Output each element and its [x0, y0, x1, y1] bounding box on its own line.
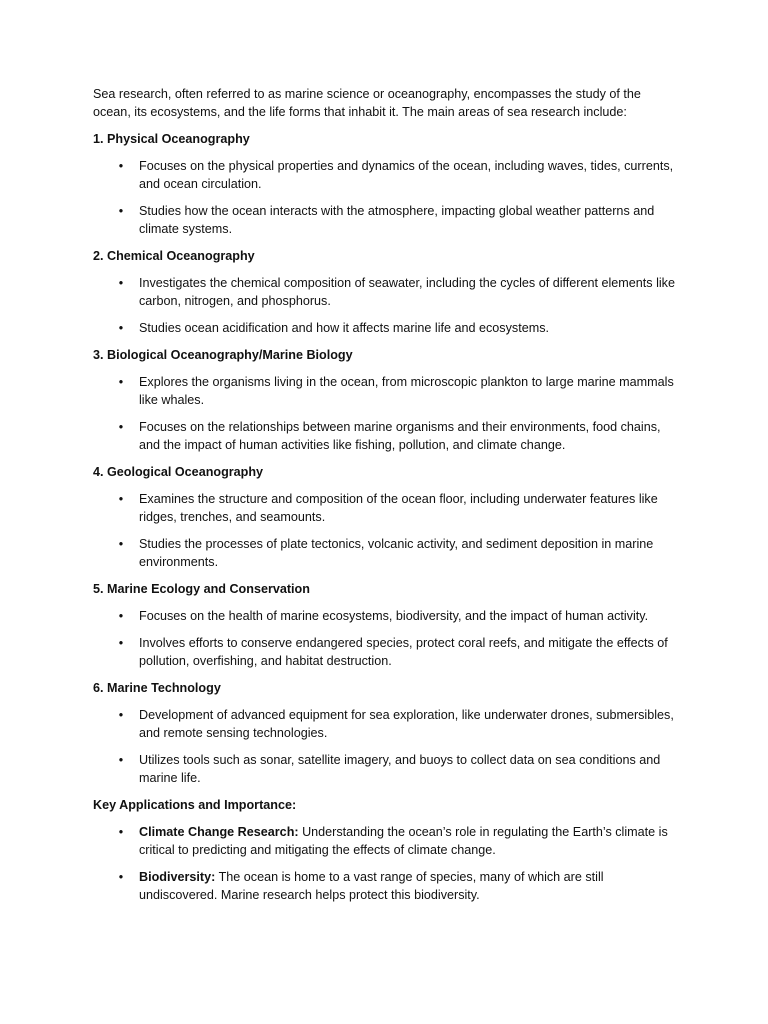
section-heading-ecology: 5. Marine Ecology and Conservation — [93, 582, 310, 596]
list-item-text: Explores the organisms living in the ocean, from microscopic plankton to large marine mammals like whales. — [139, 375, 674, 407]
list-item — [93, 706, 678, 742]
section-list-chemical — [93, 274, 678, 337]
list-item — [93, 634, 678, 670]
list-item-text: Utilizes tools such as sonar, satellite imagery, and buoys to collect data on sea conditions and marine life. — [139, 753, 661, 785]
list-item — [93, 535, 678, 571]
list-item — [93, 274, 678, 310]
section-heading-applications: Key Applications and Importance: — [93, 798, 297, 812]
section-list-applications — [93, 823, 678, 904]
list-item-text: Focuses on the relationships between marine organisms and their environments, food chains, and the impact of human activities like fishing, pollution, and climate change. — [139, 420, 661, 452]
list-item — [93, 823, 678, 859]
list-item — [93, 418, 678, 454]
list-item — [93, 751, 678, 787]
list-item-text: Understanding the ocean’s role in regulating the Earth’s climate is critical to predicting and mitigating the effects of climate change. — [139, 825, 668, 857]
list-item-text: Investigates the chemical composition of seawater, including the cycles of different elements like carbon, nitrogen, and phosphorus. — [139, 276, 675, 308]
list-item — [93, 202, 678, 238]
list-item-text: Studies how the ocean interacts with the atmosphere, impacting global weather patterns and climate systems. — [139, 204, 655, 236]
section-heading-chemical: 2. Chemical Oceanography — [93, 249, 255, 263]
list-item-text: Studies ocean acidification and how it affects marine life and ecosystems. — [139, 321, 549, 335]
bullet-icon: • — [118, 375, 124, 389]
bullet-icon: • — [118, 870, 124, 884]
list-item — [93, 868, 678, 904]
section-heading-biological: 3. Biological Oceanography/Marine Biology — [93, 348, 353, 362]
list-item-text: Examines the structure and composition of the ocean floor, including underwater features like ridges, trenches, and seamounts. — [139, 492, 658, 524]
document-page — [93, 85, 678, 913]
list-item-term: Climate Change Research: — [139, 825, 299, 839]
list-item-text: Focuses on the physical properties and dynamics of the ocean, including waves, tides, currents, and ocean circulation. — [139, 159, 674, 191]
list-item-term: Biodiversity: — [139, 870, 216, 884]
section-list-technology — [93, 706, 678, 787]
section-heading-geological: 4. Geological Oceanography — [93, 465, 264, 479]
list-item-text: Development of advanced equipment for sea exploration, like underwater drones, submersibles, and remote sensing technologies. — [139, 708, 674, 740]
section-list-ecology — [93, 607, 678, 670]
bullet-icon: • — [118, 825, 124, 839]
section-list-geological — [93, 490, 678, 571]
list-item — [93, 157, 678, 193]
bullet-icon: • — [118, 420, 124, 434]
bullet-icon: • — [118, 159, 124, 173]
list-item-text: Involves efforts to conserve endangered species, protect coral reefs, and mitigate the effects of pollution, overfishing, and habitat destruction. — [139, 636, 668, 668]
section-heading-technology: 6. Marine Technology — [93, 681, 221, 695]
section-list-physical — [93, 157, 678, 238]
bullet-icon: • — [118, 708, 124, 722]
list-item-text: Focuses on the health of marine ecosystems, biodiversity, and the impact of human activity. — [139, 609, 649, 623]
list-item-text: The ocean is home to a vast range of species, many of which are still undiscovered. Marine research helps protect this biodiversity. — [139, 870, 604, 902]
bullet-icon: • — [118, 492, 124, 506]
section-heading-physical: 1. Physical Oceanography — [93, 132, 250, 146]
intro-paragraph: Sea research, often referred to as marine science or oceanography, encompasses the study of the ocean, its ecosystems, and the life forms that inhabit it. The main areas of sea research include: — [93, 87, 641, 119]
list-item — [93, 607, 678, 625]
list-item — [93, 373, 678, 409]
list-item — [93, 490, 678, 526]
section-list-biological — [93, 373, 678, 454]
bullet-icon: • — [118, 753, 124, 767]
bullet-icon: • — [118, 321, 124, 335]
bullet-icon: • — [118, 537, 124, 551]
bullet-icon: • — [118, 276, 124, 290]
bullet-icon: • — [118, 204, 124, 218]
bullet-icon: • — [118, 609, 124, 623]
list-item — [93, 319, 678, 337]
list-item-text: Studies the processes of plate tectonics, volcanic activity, and sediment deposition in marine environments. — [139, 537, 654, 569]
bullet-icon: • — [118, 636, 124, 650]
